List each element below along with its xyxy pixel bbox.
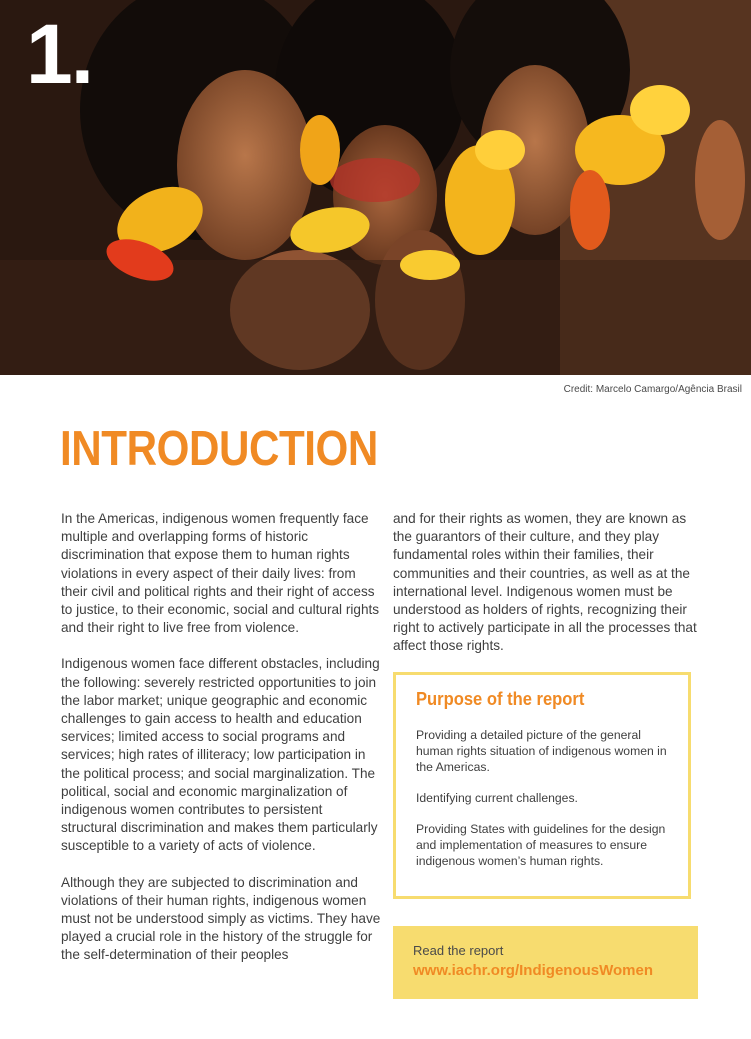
purpose-box — [393, 672, 691, 899]
header-photo — [0, 0, 751, 375]
right-column — [393, 510, 705, 674]
photo-illustration — [0, 0, 751, 375]
read-report-label: Read the report — [413, 943, 504, 958]
purpose-heading: Purpose of the report — [416, 689, 585, 709]
purpose-item: Providing States with guidelines for the design and implementation of measures to ensure indigenous women’s human rights. — [416, 822, 666, 868]
read-report-box — [393, 926, 698, 999]
purpose-item: Identifying current challenges. — [416, 791, 578, 805]
body-paragraph: In the Americas, indigenous women frequently face multiple and overlapping forms of historic discrimination that expose them to human rights violations in every aspect of their daily lives: from their civil and political rights and their right of access to justice, to their economic, social and cultural rights and their right to live free from violence. — [61, 511, 380, 636]
left-column — [61, 510, 381, 983]
page-title: INTRODUCTION — [60, 422, 378, 476]
body-paragraph: Indigenous women face different obstacles, including the following: severely restricted opportunities to join the labor market; unique geographic and economic challenges to gain access to health and education services; limited access to social programs and services; high rates of illiteracy; low participation in the political process; and social marginalization. The political, social and economic marginalization of indigenous women contributes to persistent structural discrimination and makes them particularly susceptible to a variety of acts of violence. — [61, 656, 380, 854]
photo-credit: Credit: Marcelo Camargo/Agência Brasil — [563, 384, 742, 395]
body-paragraph: Although they are subjected to discrimination and violations of their human rights, indigenous women must not be understood simply as victims. They have played a crucial role in the history of the struggle for the self-determination of their peoples — [61, 874, 381, 963]
section-number: 1. — [26, 7, 93, 101]
report-link[interactable]: www.iachr.org/IndigenousWomen — [413, 962, 654, 979]
purpose-item: Providing a detailed picture of the general human rights situation of indigenous women in the Americas. — [416, 728, 667, 774]
body-paragraph: and for their rights as women, they are known as the guarantors of their culture, and they play fundamental roles within their families, their communities and their countries, as well as at the international level. Indigenous women must be understood as holders of rights, recognizing their right to actively participate in all the processes that affect those rights. — [393, 511, 697, 654]
